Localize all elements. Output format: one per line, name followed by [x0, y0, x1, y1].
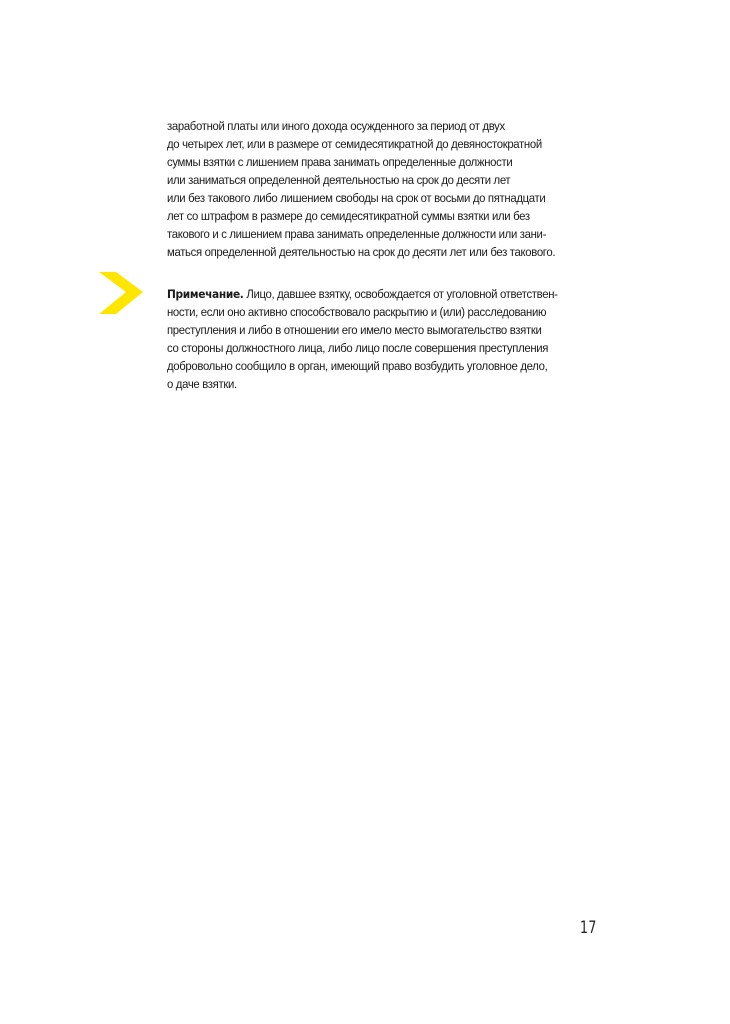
page-number: 17	[580, 918, 597, 938]
note-paragraph	[167, 285, 607, 393]
note-line: ности, если оно активно способствовало раскрытию и (или) расследованию	[167, 305, 547, 319]
paragraph-line: или без такового либо лишением свободы на срок от восьми до пятнадцати	[167, 191, 546, 205]
note-first-line	[167, 285, 576, 303]
paragraph-line: заработной платы или иного дохода осужденного за период от двух	[167, 119, 505, 133]
paragraph-line: лет со штрафом в размере до семидесятикратной суммы взятки или без	[167, 209, 530, 223]
note-line: преступления и либо в отношении его имело место вымогательство взятки	[167, 323, 542, 337]
paragraph-line: суммы взятки с лишением права занимать определенные должности	[167, 155, 513, 169]
paragraph-line: или заниматься определенной деятельностью на срок до десяти лет	[167, 173, 511, 187]
note-label: Примечание.	[167, 287, 244, 301]
note-line: добровольно сообщило в орган, имеющий право возбудить уголовное дело,	[167, 359, 548, 373]
chevron-right-icon	[99, 272, 143, 314]
note-first-line-text: Лицо, давшее взятку, освобождается от уголовной ответствен-	[243, 287, 558, 301]
note-line: о даче взятки.	[167, 377, 237, 391]
paragraph-line: до четырех лет, или в размере от семидесятикратной до девяностократной	[167, 137, 542, 151]
paragraph-continuation	[167, 117, 607, 261]
chevron-right-icon-shape	[99, 272, 143, 314]
paragraph-line: маться определенной деятельностью на срок до десяти лет или без такового.	[167, 245, 556, 259]
note-line: со стороны должностного лица, либо лицо после совершения преступления	[167, 341, 549, 355]
paragraph-line: такового и с лишением права занимать определенные должности или зани-	[167, 227, 547, 241]
